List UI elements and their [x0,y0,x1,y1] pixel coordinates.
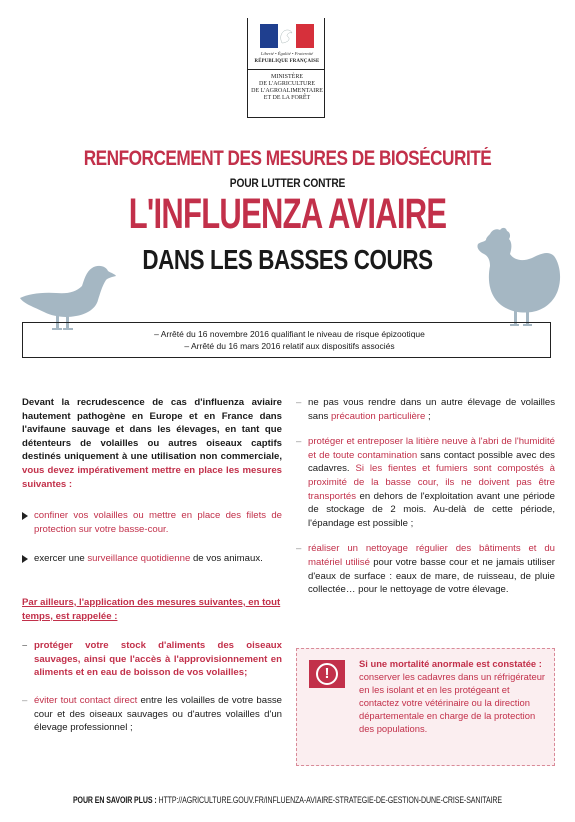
ministry-name [250,74,324,102]
item-text-red: précaution particulière [330,410,426,422]
republic-name: RÉPUBLIQUE FRANÇAISE [254,59,320,64]
dash-bullet-icon: – [296,397,302,408]
item-text: protéger votre stock d'aliments des oiseaux sauvages, ainsi que l'accès à l'approvisionnement en aliments et en eau de boisson de vos volailles; [34,640,282,679]
republic-motto: Liberté • Égalité • Fraternité [260,51,314,56]
item-text: sans contact possible avec des cadavres. [308,449,555,475]
warning-icon: ! [316,663,338,685]
item-text-red: protéger et entreposer la litière neuve à l'abri de l'humidité et de toute contamination [308,436,555,461]
intro-red: vous devez impérativement mettre en place les mesures suivantes : [22,464,282,490]
item-text: en dehors de l'exploitation avant une période de stockage de 2 mois. Au-delà de cette période, l'épandage est possible ; [308,490,555,529]
ministry-line: DE L'AGRICULTURE [258,81,316,87]
list-item [296,396,555,423]
title-pour-lutter: POUR LUTTER CONTRE [229,176,346,190]
section-title: Par ailleurs, l'application des mesures suivantes, en tout temps, est rappelée : [22,596,281,622]
ministry-line: DE L'AGROALIMENTAIRE [251,88,323,94]
dash-bullet-icon: – [22,640,28,652]
item-text: pour votre basse cour et ne jamais utiliser d'eaux de surface : eaux de mare, de ruisseau, de pluie collectée… pour le nettoyage de votre élevage. [308,556,555,596]
dash-bullet-icon: – [296,436,302,448]
item-text: de vos animaux. [192,553,263,565]
item-text: ; [428,410,431,422]
item-text-red: Si les fientes et fumiers sont compostés à proximité de la basse cour, ils ne doivent pas être transportés [308,463,556,502]
item-text: ne pas vous rendre dans un autre élevage de volailles sans [308,397,555,422]
alert-text [359,657,549,735]
intro-bold: Devant la recrudescence de cas d'influenza aviaire hautement pathogène en Europe et en France dans l'avifaune sauvage et dans les élevages, en tant que détenteurs de volailles ou autres oiseaux captifs destinés uniquement à une utilisation non commerciale, [22,397,282,463]
list-item [22,509,282,536]
list-item [296,435,555,530]
list-item [22,694,282,735]
list-item [296,542,555,596]
arrete-line: – Arrêté du 16 novembre 2016 qualifiant le niveau de risque épizootique [154,329,425,339]
item-text-red: surveillance quotidienne [87,553,191,565]
item-text-red: éviter tout contact direct [34,694,138,706]
item-text: exercer une [34,553,85,565]
item-text-red: réaliser un nettoyage régulier des bâtiments et du matériel utilisé [308,543,555,568]
triangle-bullet-icon [22,512,28,520]
title-basses-cours: DANS LES BASSES COURS [142,244,433,275]
alert-body: conserver les cadavres dans un réfrigérateur en les isolant et en les protégeant et contactez votre vétérinaire ou la direction départementale en charge de la protection des populations. [359,671,546,734]
list-item [22,552,282,566]
warning-icon-box [309,660,345,688]
ministry-line: MINISTÈRE [271,74,303,80]
list-item [22,639,282,680]
arretes-box [22,322,551,358]
hen-silhouette-icon [470,226,562,330]
marianne-icon [274,28,296,44]
dash-bullet-icon: – [296,543,302,555]
footer-url-link[interactable]: HTTP://AGRICULTURE.GOUV.FR/INFLUENZA-AVIAIRE-STRATEGIE-DE-GESTION-DUNE-CRISE-SANITAIRE [158,795,503,805]
right-column [296,396,555,597]
ministry-line: ET DE LA FORÊT [263,95,311,101]
triangle-bullet-icon [22,555,28,563]
mortality-alert-box [296,648,555,766]
logo-top [248,18,324,70]
item-text: confiner vos volailles ou mettre en place des filets de protection sur votre basse-cour. [34,510,282,535]
left-column [22,396,282,735]
footer-label: POUR EN SAVOIR PLUS : [72,795,157,805]
title-influenza: L'INFLUENZA AVIAIRE [128,190,447,238]
arrete-line: – Arrêté du 16 mars 2016 relatif aux dispositifs associés [184,341,395,351]
alert-title: Si une mortalité anormale est constatée : [359,658,542,669]
item-text: entre les volailles de votre basse cour et des oiseaux sauvages ou d'autres volailles d'un élevage professionnel ; [34,694,283,734]
title-biosecurity: RENFORCEMENT DES MESURES DE BIOSÉCURITÉ [83,147,492,170]
ministry-logo [247,18,325,118]
dash-bullet-icon: – [22,694,28,706]
footer-more-info [63,795,512,805]
intro-paragraph [22,396,282,491]
